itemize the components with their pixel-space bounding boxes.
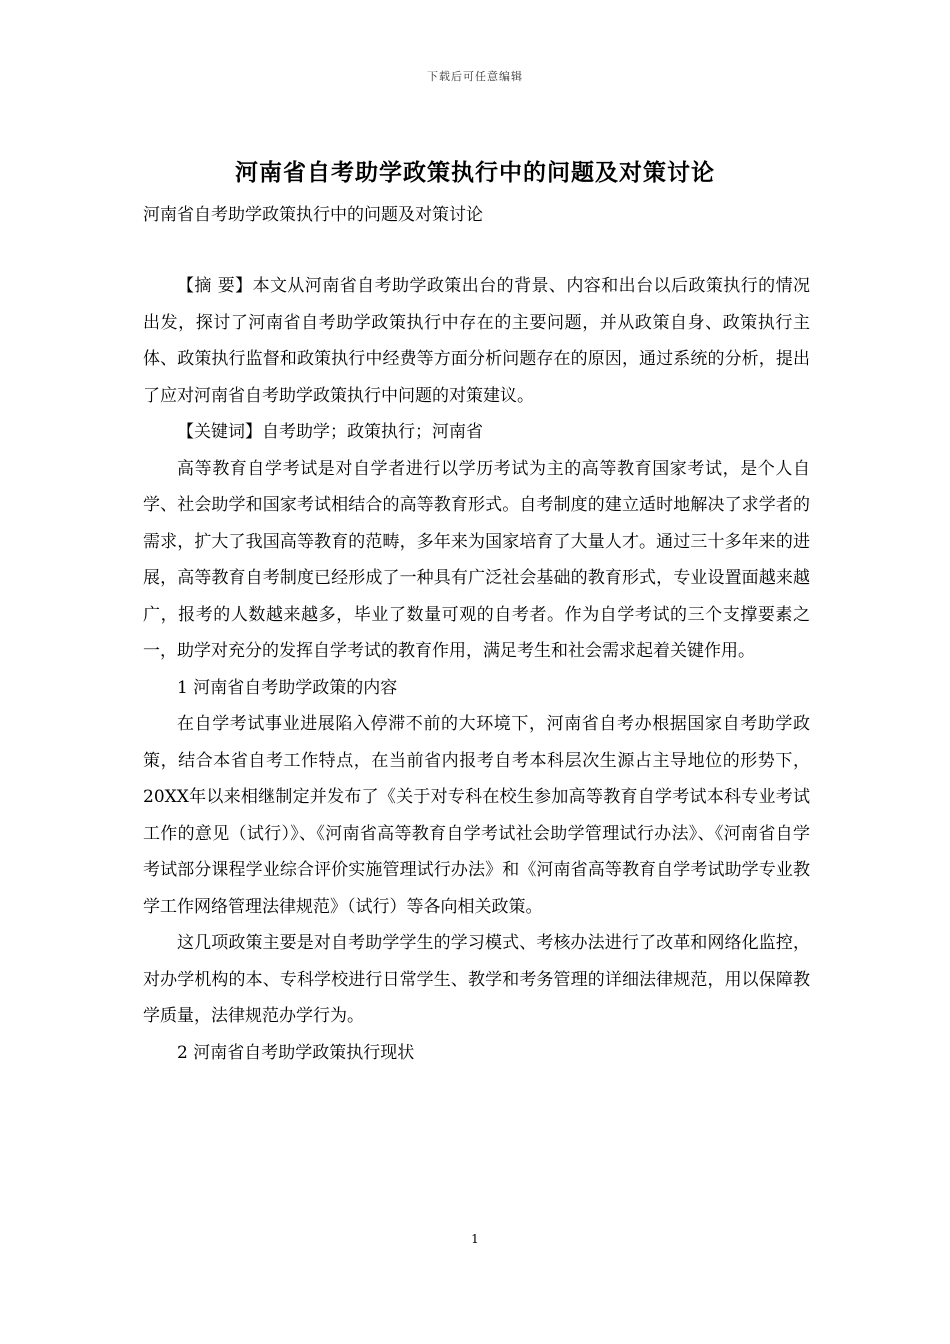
intro-paragraph: 高等教育自学考试是对自学者进行以学历考试为主的高等教育国家考试，是个人自学、社会助学和国家考试相结合的高等教育形式。自考制度的建立适时地解决了求学者的需求，扩大了我国高等教育的范畴，多年来为国家培育了大量人才。通过三十多年来的进展，高等教育自考制度已经形成了一种具有广泛社会基础的教育形式，专业设置面越来越广，报考的人数越来越多，毕业了数量可观的自考者。作为自学考试的三个支撑要素之一，助学对充分的发挥自学考试的教育作用，满足考生和社会需求起着关键作用。 — [143, 458, 810, 661]
header-note: 下载后可任意编辑 — [427, 70, 523, 83]
document-subtitle: 河南省自考助学政策执行中的问题及对策讨论 — [143, 205, 483, 225]
abstract-paragraph: 【摘 要】本文从河南省自考助学政策出台的背景、内容和出台以后政策执行的情况出发，探讨了河南省自考助学政策执行中存在的主要问题，并从政策自身、政策执行主体、政策执行监督和政策执行中经费等方面分析问题存在的原因，通过系统的分析，提出了应对河南省自考助学政策执行中问题的对策建议。 — [143, 276, 810, 406]
section-heading-1: 1 河南省自考助学政策的内容 — [177, 677, 398, 698]
section-1-paragraph-2: 这几项政策主要是对自考助学学生的学习模式、考核办法进行了改革和网络化监控，对办学机构的本、专科学校进行日常学生、教学和考务管理的详细法律规范，用以保障教学质量，法律规范办学行为。 — [143, 933, 810, 1026]
keywords-paragraph: 【关键词】自考助学；政策执行；河南省 — [177, 422, 483, 442]
page-number: 1 — [471, 1232, 479, 1246]
section-1-paragraph-1: 在自学考试事业进展陷入停滞不前的大环境下，河南省自考办根据国家自考助学政策，结合本省自考工作特点，在当前省内报考自考本科层次生源占主导地位的形势下，20XX年以来相继制定并发布了《关于对专科在校生参加高等教育自学考试本科专业考试工作的意见（试行）》、《河南省高等教育自学考试社会助学管理试行办法》、《河南省自学考试部分课程学业综合评价实施管理试行办法》和《河南省高等教育自学考试助学专业教学工作网络管理法律规范》（试行）等各向相关政策。 — [143, 714, 810, 917]
document-title: 河南省自考助学政策执行中的问题及对策讨论 — [235, 159, 715, 186]
section-heading-2: 2 河南省自考助学政策执行现状 — [177, 1042, 415, 1063]
document-body — [143, 268, 810, 1071]
